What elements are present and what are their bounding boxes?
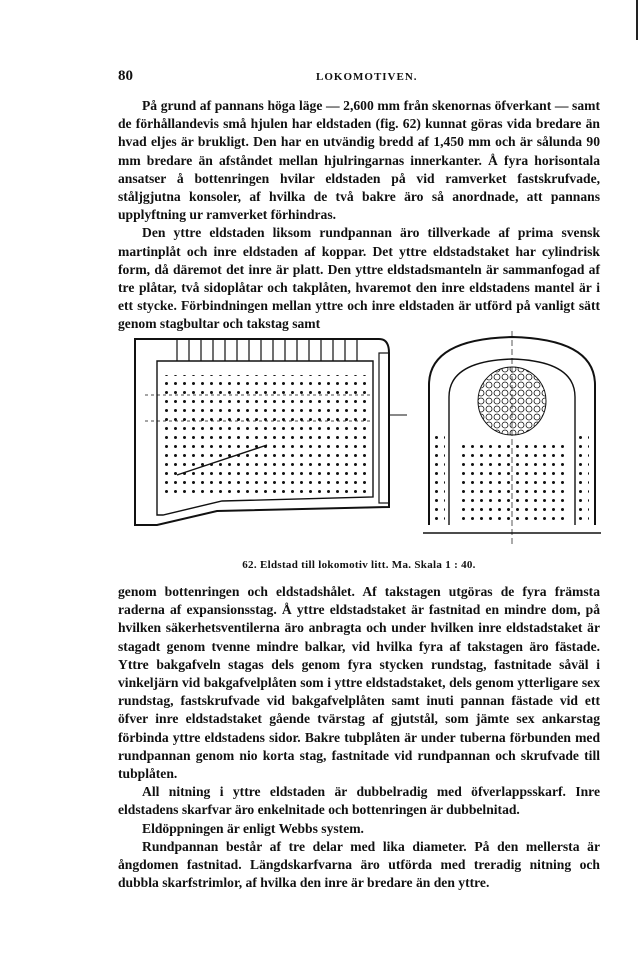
firebox-drawing [117,325,601,553]
paragraph: Den yttre eldstaden liksom rundpannan äro tillverkade af prima svensk martinplåt och inre eldstaden af koppar. Det yttre eldstadstaket har cylindrisk form, då däremot det inre är platt. Den yttre eldstadsmanteln är sammanfogad af tre plåtar, två sidoplåtar och takplåten, hvaremot den inre eldstadens mantel är i ett stycke. Förbindningen mellan yttre och inre eldstaden är utförd på vanligt sätt genom stagbultar och takstag samt [118,225,600,332]
longitudinal-section [135,339,407,525]
page-number: 80 [118,68,133,84]
paragraph: genom bottenringen och eldstadshålet. Af takstagen utgöras de fyra främsta raderna af expansionsstag. Å yttre eldstadstaket är fastnitad en mindre dom, på hvilken säkerhetsventilerna äro anbragta och under hvilken inre eldstadstaket är stagadt genom tvenne mindre balkar, vid hvilka fyra af takstagen äro fästade. Yttre bakgafveln stagas dels genom fyra stycken rundstag, fastnitade såväl i vinkeljärn vid bakgafvelplåten som i yttre eldstadstaket, dels genom ytterligare sex rundstag, fastskrufvade vid bakgafvelplåten samt inuti pannan fästade vid ett öfver inre eldstadstaket gående tvärstag af gjutstål, som jämte sex ankarstag förbinda yttre eldstadens sidor. Bakre tubplåten är under tuberna förbunden med rundpannan genom nio korta stag, fastnitade vid rundpannan och skrufvade till tubplåten. [118,584,600,782]
paragraph: På grund af pannans höga läge — 2,600 mm från skenornas öfverkant — samt de förhållandevis små hjulen har eldstaden (fig. 62) kunnat göras vida bredare än hvad eljes är brukligt. Den har en utvändig bredd af 1,450 mm och är sålunda 90 mm bredare än afståndet mellan hjulringarnas innerkanter. Å fyra horisontala ansatser å bottenringen hvilar eldstaden på vid ramverket fastskrufvade, ståljgjutna konsoler, af hvilka de två bakre äro så anordnade, att pannans upplyftning ur ramverket förhindras. [118,98,600,223]
paragraph: All nitning i yttre eldstaden är dubbelradig med öfverlappsskarf. Inre eldstadens skarfvar äro enkelnitade och bottenringen är dubbelnitad. [118,784,600,818]
paragraph: Rundpannan består af tre delar med lika diameter. På den mellersta är ångdomen fastnitad. Längdskarfvarna äro utförda med treradig nitning och dubbla skarfstrimlor, af hvilka den inre är bredare än den yttre. [118,838,600,891]
figure-caption: 62. Eldstad till lokomotiv litt. Ma. Skala 1 : 40. [242,559,476,571]
paragraph: Eldöppningen är enligt Webbs system. [142,820,364,836]
text-block-top [118,97,600,334]
page-edge-mark [636,0,638,40]
running-title: LOKOMOTIVEN. [316,71,418,83]
text-block-bottom [118,583,600,892]
cross-section [423,331,601,545]
